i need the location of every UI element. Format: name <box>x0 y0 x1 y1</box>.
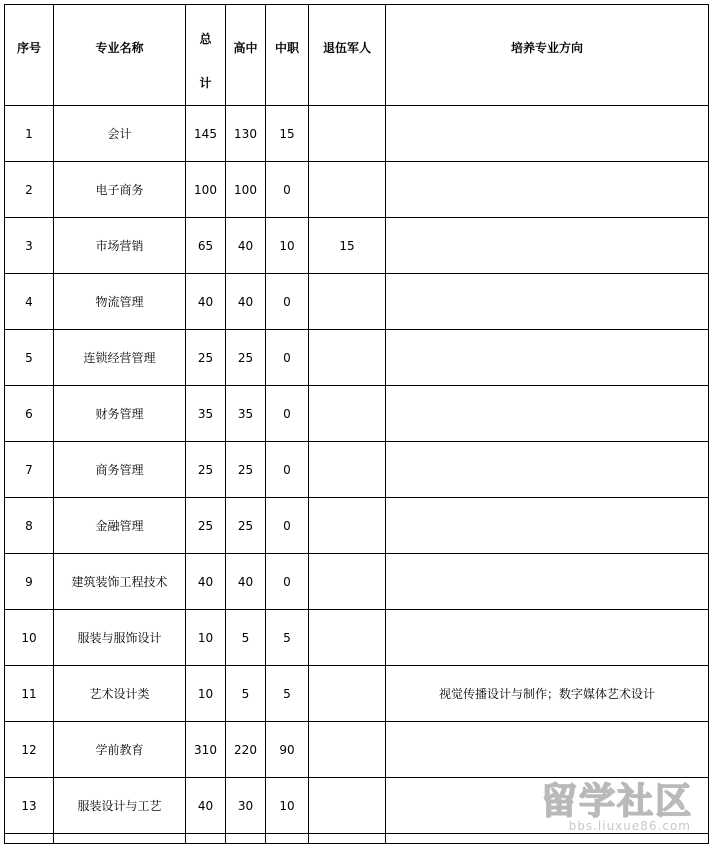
cell-veterans <box>309 778 386 834</box>
cell-veterans <box>309 106 386 162</box>
table-row <box>5 386 709 442</box>
header-index: 序号 <box>5 5 54 106</box>
cell-total: 10 <box>186 666 226 722</box>
cell-high-school: 25 <box>226 330 266 386</box>
cell-major: 会计 <box>54 106 186 162</box>
cell-direction <box>386 330 709 386</box>
header-major: 专业名称 <box>54 5 186 106</box>
cell-high-school: 130 <box>226 106 266 162</box>
cell-index: 5 <box>5 330 54 386</box>
cell-high-school: 25 <box>226 498 266 554</box>
cell-total: 65 <box>186 218 226 274</box>
cell-vocational: 5 <box>266 666 309 722</box>
table-row <box>5 218 709 274</box>
cell-vocational: 5 <box>266 610 309 666</box>
cell-vocational: 0 <box>266 162 309 218</box>
header-vocational: 中职 <box>266 5 309 106</box>
header-direction: 培养专业方向 <box>386 5 709 106</box>
cell-direction: 视觉传播设计与制作；数字媒体艺术设计 <box>386 666 709 722</box>
table-row <box>5 162 709 218</box>
cell-direction <box>386 218 709 274</box>
enrollment-table <box>4 4 709 844</box>
table-row <box>5 330 709 386</box>
cell-index: 13 <box>5 778 54 834</box>
table-row <box>5 106 709 162</box>
cell-vocational: 0 <box>266 274 309 330</box>
cell-major: 市场营销 <box>54 218 186 274</box>
cell-total: 35 <box>186 386 226 442</box>
cell-direction <box>386 554 709 610</box>
cell-index: 2 <box>5 162 54 218</box>
cell-index: 6 <box>5 386 54 442</box>
table-row <box>5 666 709 722</box>
cell-high-school: 40 <box>226 218 266 274</box>
cell-empty <box>5 834 54 844</box>
cell-vocational: 0 <box>266 554 309 610</box>
table-row <box>5 498 709 554</box>
cell-total: 25 <box>186 330 226 386</box>
cell-major: 服装设计与工艺 <box>54 778 186 834</box>
cell-high-school: 100 <box>226 162 266 218</box>
cell-vocational: 0 <box>266 442 309 498</box>
cell-vocational: 0 <box>266 386 309 442</box>
cell-direction <box>386 498 709 554</box>
cell-major: 建筑装饰工程技术 <box>54 554 186 610</box>
cell-vocational: 15 <box>266 106 309 162</box>
cell-total: 25 <box>186 442 226 498</box>
table-row <box>5 554 709 610</box>
cell-direction <box>386 162 709 218</box>
cell-total: 100 <box>186 162 226 218</box>
header-veterans: 退伍军人 <box>309 5 386 106</box>
cell-major: 连锁经营管理 <box>54 330 186 386</box>
cell-high-school: 30 <box>226 778 266 834</box>
cell-index: 8 <box>5 498 54 554</box>
table-row-partial <box>5 834 709 844</box>
cell-index: 7 <box>5 442 54 498</box>
cell-empty <box>386 834 709 844</box>
cell-major: 电子商务 <box>54 162 186 218</box>
cell-index: 3 <box>5 218 54 274</box>
cell-high-school: 40 <box>226 274 266 330</box>
cell-veterans <box>309 330 386 386</box>
watermark-url: bbs.liuxue86.com <box>568 819 691 833</box>
cell-empty <box>226 834 266 844</box>
cell-high-school: 5 <box>226 666 266 722</box>
cell-vocational: 90 <box>266 722 309 778</box>
cell-vocational: 0 <box>266 498 309 554</box>
cell-index: 9 <box>5 554 54 610</box>
cell-veterans <box>309 610 386 666</box>
cell-major: 服装与服饰设计 <box>54 610 186 666</box>
cell-veterans <box>309 554 386 610</box>
cell-total: 40 <box>186 274 226 330</box>
cell-major: 财务管理 <box>54 386 186 442</box>
cell-veterans <box>309 666 386 722</box>
cell-high-school: 35 <box>226 386 266 442</box>
header-total-line2: 计 <box>199 76 212 90</box>
cell-veterans <box>309 274 386 330</box>
cell-empty <box>186 834 226 844</box>
header-total-line1: 总 <box>199 32 212 46</box>
cell-veterans: 15 <box>309 218 386 274</box>
cell-total: 310 <box>186 722 226 778</box>
cell-high-school: 40 <box>226 554 266 610</box>
cell-veterans <box>309 442 386 498</box>
table-body <box>5 106 709 844</box>
cell-index: 11 <box>5 666 54 722</box>
cell-index: 10 <box>5 610 54 666</box>
cell-total: 40 <box>186 778 226 834</box>
cell-empty <box>309 834 386 844</box>
cell-high-school: 5 <box>226 610 266 666</box>
cell-vocational: 10 <box>266 218 309 274</box>
table-row <box>5 778 709 834</box>
table-row <box>5 722 709 778</box>
table-row <box>5 274 709 330</box>
cell-major: 物流管理 <box>54 274 186 330</box>
cell-direction <box>386 610 709 666</box>
cell-total: 10 <box>186 610 226 666</box>
cell-empty <box>266 834 309 844</box>
cell-direction <box>386 386 709 442</box>
cell-veterans <box>309 722 386 778</box>
table-row <box>5 442 709 498</box>
cell-total: 145 <box>186 106 226 162</box>
cell-index: 12 <box>5 722 54 778</box>
cell-veterans <box>309 162 386 218</box>
cell-high-school: 220 <box>226 722 266 778</box>
cell-direction <box>386 106 709 162</box>
header-high-school: 高中 <box>226 5 266 106</box>
cell-vocational: 10 <box>266 778 309 834</box>
header-total <box>186 5 226 106</box>
table-row <box>5 610 709 666</box>
cell-direction <box>386 778 709 834</box>
cell-major: 商务管理 <box>54 442 186 498</box>
cell-major: 金融管理 <box>54 498 186 554</box>
cell-high-school: 25 <box>226 442 266 498</box>
cell-index: 1 <box>5 106 54 162</box>
cell-total: 40 <box>186 554 226 610</box>
cell-veterans <box>309 386 386 442</box>
cell-empty <box>54 834 186 844</box>
cell-veterans <box>309 498 386 554</box>
cell-index: 4 <box>5 274 54 330</box>
cell-total: 25 <box>186 498 226 554</box>
cell-direction <box>386 274 709 330</box>
watermark-title: 留学社区 <box>540 781 693 822</box>
cell-major: 学前教育 <box>54 722 186 778</box>
cell-direction <box>386 442 709 498</box>
cell-major: 艺术设计类 <box>54 666 186 722</box>
table-header-row <box>5 5 709 106</box>
cell-direction <box>386 722 709 778</box>
cell-vocational: 0 <box>266 330 309 386</box>
